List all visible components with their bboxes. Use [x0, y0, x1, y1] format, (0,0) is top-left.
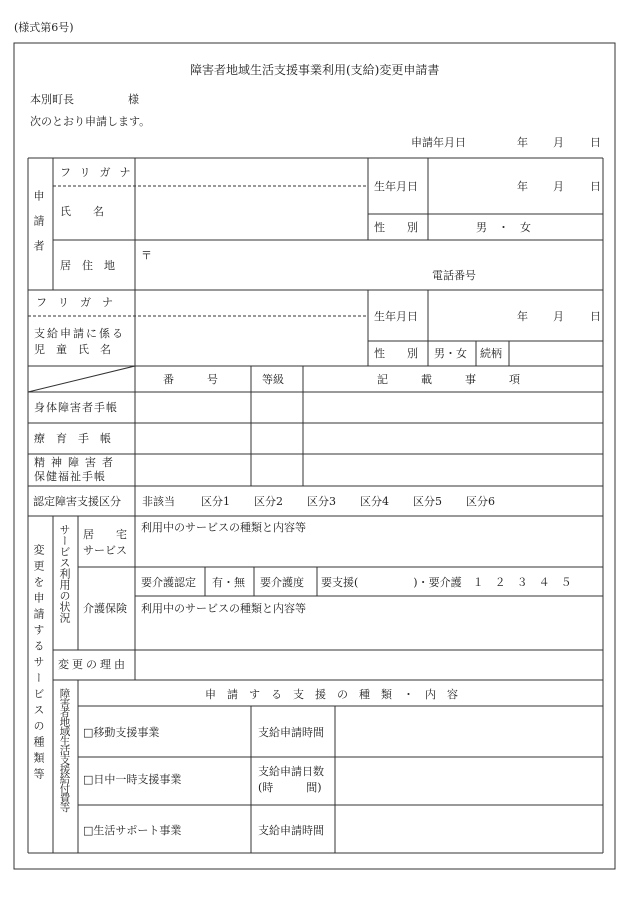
handbook-mental-1: 精神障害者	[34, 456, 119, 469]
applicant-section-label: 申請者	[32, 190, 45, 265]
child-dob-label: 生年月日	[374, 310, 418, 323]
service-field-label-hours: (時 間)	[258, 781, 322, 794]
applicant-furigana-field[interactable]	[137, 170, 366, 184]
home-service-label-2: サービス	[83, 544, 127, 557]
support-category-option[interactable]: 非該当	[142, 495, 175, 508]
service-field-label: 支給申請日数	[258, 765, 324, 778]
child-name-label-2: 児 童 氏 名	[34, 343, 111, 356]
support-category-option[interactable]: 区分2	[254, 495, 283, 508]
benefit-label: 障害者地域生活支援給付費等	[58, 688, 71, 812]
service-usage-label: サービス利用の状況	[58, 524, 71, 623]
care-cert-label: 要介護認定	[141, 576, 196, 589]
application-date-month: 月	[553, 136, 564, 149]
applicant-sex-label: 性 別	[374, 221, 418, 234]
service-checkbox-mobility[interactable]: □移動支援事業	[83, 726, 160, 739]
support-category-option[interactable]: 区分5	[413, 495, 442, 508]
child-sex-options[interactable]: 男・女	[434, 347, 467, 360]
intro-text: 次のとおり申請します。	[30, 115, 151, 128]
care-cert-options[interactable]: 有・無	[212, 576, 245, 589]
application-date-label: 申請年月日	[411, 136, 466, 149]
child-name-label-1: 支給申請に係る	[34, 327, 125, 340]
care-level-label: 要介護度	[260, 576, 304, 589]
care-insurance-label: 介護保険	[83, 602, 127, 615]
applicant-name-label: 氏 名	[60, 205, 104, 218]
addressee-town: 本別町長	[30, 93, 74, 106]
support-category-option[interactable]: 区分1	[201, 495, 230, 508]
form-number: (様式第6号)	[14, 21, 74, 34]
service-checkbox-life-support[interactable]: □生活サポート事業	[83, 824, 182, 837]
child-dob-month: 月	[553, 310, 564, 323]
addressee-honorific: 様	[128, 93, 139, 106]
applicant-address-label: 居 住 地	[60, 259, 115, 272]
handbook-header-entries: 記 載 事 項	[377, 373, 520, 386]
support-category-option[interactable]: 区分4	[360, 495, 389, 508]
service-field-label: 支給申請時間	[258, 726, 324, 739]
handbook-header-number: 番 号	[163, 373, 218, 386]
support-category-option[interactable]: 区分6	[466, 495, 495, 508]
applicant-sex-options[interactable]: 男 ・ 女	[476, 221, 531, 234]
service-field-label: 支給申請時間	[258, 824, 324, 837]
applicant-dob-month: 月	[553, 180, 564, 193]
care-support-need[interactable]: 要支援( )・要介護 １ ２ ３ ４ ５	[321, 576, 572, 589]
applicant-furigana-label: フリガナ	[60, 166, 140, 179]
child-relationship-label: 続柄	[480, 347, 502, 360]
child-sex-label: 性 別	[374, 347, 418, 360]
postal-mark: 〒	[141, 249, 152, 262]
application-date-day: 日	[590, 136, 601, 149]
care-content-label: 利用中のサービスの種類と内容等	[141, 602, 306, 615]
applicant-dob-year: 年	[517, 180, 528, 193]
form-title: 障害者地域生活支援事業利用(支給)変更申請書	[190, 63, 440, 77]
support-category-label: 認定障害支援区分	[33, 495, 121, 508]
handbook-header-grade: 等級	[262, 373, 284, 386]
applicant-dob-label: 生年月日	[374, 180, 418, 193]
home-service-content-label: 利用中のサービスの種類と内容等	[141, 521, 306, 534]
change-section-label: 変更を申請するサービスの種類等	[32, 544, 45, 784]
requested-support-header: 申 請 す る 支 援 の 種 類 ・ 内 容	[205, 688, 458, 701]
service-checkbox-daytime[interactable]: □日中一時支援事業	[83, 773, 182, 786]
child-dob-year: 年	[517, 310, 528, 323]
support-category-option[interactable]: 区分3	[307, 495, 336, 508]
handbook-mental-2: 保健福祉手帳	[34, 470, 106, 483]
application-date-year: 年	[517, 136, 528, 149]
applicant-name-field[interactable]	[137, 196, 366, 236]
child-furigana-label: フ リ ガ ナ	[36, 296, 113, 309]
applicant-dob-day: 日	[590, 180, 601, 193]
change-reason-label: 変更の理由	[58, 658, 128, 671]
home-service-label-1: 居 宅	[83, 528, 127, 541]
child-dob-day: 日	[590, 310, 601, 323]
handbook-rehab: 療 育 手 帳	[34, 432, 111, 445]
phone-label: 電話番号	[432, 269, 476, 282]
handbook-physical: 身体障害者手帳	[34, 401, 118, 414]
